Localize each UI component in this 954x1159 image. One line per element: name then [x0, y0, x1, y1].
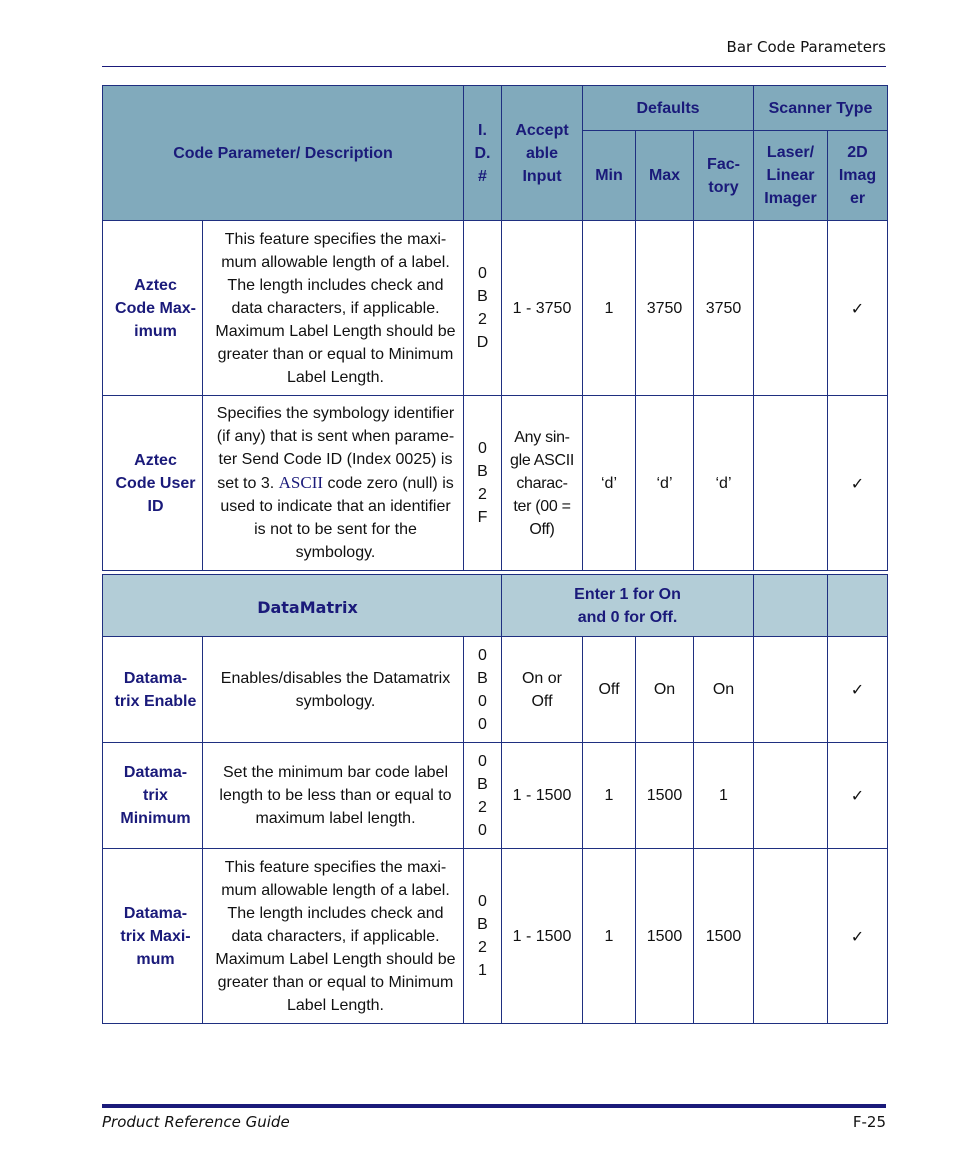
parameter-name: Aztec Code User ID — [103, 396, 203, 571]
parameter-description: This feature specifies the maxi- mum allowable length of a label. The length includes check and data characters, if applicable. Maximum Label Length should be greater than or equal to Minimum Label Length. — [203, 221, 464, 396]
header-code-parameter: Code Parameter/ Description — [103, 86, 464, 221]
default-max: 1500 — [636, 849, 694, 1024]
parameter-description: Enables/disables the Datamatrix symbology. — [203, 637, 464, 743]
check-icon: ✓ — [828, 221, 888, 396]
table-row — [103, 849, 888, 1024]
default-factory: ‘d’ — [694, 396, 754, 571]
default-factory: 1 — [694, 743, 754, 849]
default-min: ‘d’ — [583, 396, 636, 571]
laser-linear-support — [754, 743, 828, 849]
parameter-id-text: 0 B 0 0 — [477, 646, 488, 733]
parameter-id-text: 0 B 2 1 — [477, 893, 488, 979]
acceptable-input — [502, 637, 583, 743]
header-min: Min — [583, 131, 636, 221]
parameter-name: Datama- trix Enable — [103, 637, 203, 743]
header-id: I. D. # — [464, 86, 502, 221]
table-row — [103, 221, 888, 396]
acceptable-input — [502, 396, 583, 571]
acceptable-input-text: Any sin- gle ASCII charac- ter (00 = Off) — [510, 428, 575, 538]
parameter-id-text: 0 B 2 D — [476, 265, 489, 351]
header-scanner-type: Scanner Type — [754, 86, 888, 131]
parameter-id — [464, 396, 502, 571]
laser-linear-support — [754, 221, 828, 396]
default-max: 3750 — [636, 221, 694, 396]
parameter-name: Datama- trix Maxi- mum — [103, 849, 203, 1024]
parameter-id-text: 0 B 2 0 — [477, 752, 488, 839]
laser-linear-support — [754, 637, 828, 743]
check-icon: ✓ — [828, 849, 888, 1024]
table-row — [103, 396, 888, 571]
section-note-text: Enter 1 for On and 0 for Off. — [574, 585, 681, 626]
parameter-id-text: 0 B 2 F — [477, 440, 488, 526]
footer-rule — [102, 1104, 886, 1108]
header-defaults: Defaults — [583, 86, 754, 131]
footer-page-number: F-25 — [852, 1113, 886, 1131]
section-title: DataMatrix — [103, 575, 502, 637]
parameter-description — [203, 396, 464, 571]
default-factory: 3750 — [694, 221, 754, 396]
laser-linear-support — [754, 396, 828, 571]
running-head-section-title: Bar Code Parameters — [726, 38, 886, 56]
default-min: 1 — [583, 743, 636, 849]
default-max: On — [636, 637, 694, 743]
parameter-description: This feature specifies the maxi- mum allowable length of a label. The length includes check and data characters, if applicable. Maximum Label Length should be greater than or equal to Minimum Label Length. — [203, 849, 464, 1024]
acceptable-input-text: On or Off — [521, 669, 562, 710]
header-2d-imager: 2D Imag er — [828, 131, 888, 221]
header-factory: Fac- tory — [694, 131, 754, 221]
default-factory: 1500 — [694, 849, 754, 1024]
footer-guide-title: Product Reference Guide — [102, 1113, 290, 1131]
acceptable-input: 1 - 3750 — [502, 221, 583, 396]
parameter-name: Datama- trix Minimum — [103, 743, 203, 849]
section-header-row — [103, 575, 888, 637]
default-max: 1500 — [636, 743, 694, 849]
default-max: ‘d’ — [636, 396, 694, 571]
default-factory: On — [694, 637, 754, 743]
check-icon: ✓ — [828, 637, 888, 743]
table-row — [103, 637, 888, 743]
section-2d-cell — [828, 575, 888, 637]
section-note — [502, 575, 754, 637]
parameter-id — [464, 743, 502, 849]
parameter-description: Set the minimum bar code label length to be less than or equal to maximum label length. — [203, 743, 464, 849]
check-icon: ✓ — [828, 396, 888, 571]
description-text: Specifies the symbology identifier (if any) that is sent when parame- ter Send Code ID (Index 0025) is set to 3. — [216, 405, 455, 492]
bar-code-parameter-table — [102, 85, 888, 1024]
laser-linear-support — [754, 849, 828, 1024]
header-acceptable-input: Accept able Input — [502, 86, 583, 221]
section-laser-cell — [754, 575, 828, 637]
acceptable-input: 1 - 1500 — [502, 743, 583, 849]
parameter-id — [464, 637, 502, 743]
parameter-id — [464, 849, 502, 1024]
ascii-term: ASCII — [278, 473, 324, 492]
default-min: Off — [583, 637, 636, 743]
header-rule — [102, 66, 886, 67]
default-min: 1 — [583, 221, 636, 396]
header-max: Max — [636, 131, 694, 221]
acceptable-input: 1 - 1500 — [502, 849, 583, 1024]
parameter-id — [464, 221, 502, 396]
default-min: 1 — [583, 849, 636, 1024]
parameter-name: Aztec Code Max- imum — [103, 221, 203, 396]
header-laser-linear-imager: Laser/ Linear Imager — [754, 131, 828, 221]
check-icon: ✓ — [828, 743, 888, 849]
table-row — [103, 743, 888, 849]
description-text: code zero (null) is used to indicate that an identifier is not to be sent for the symbology. — [220, 475, 454, 561]
